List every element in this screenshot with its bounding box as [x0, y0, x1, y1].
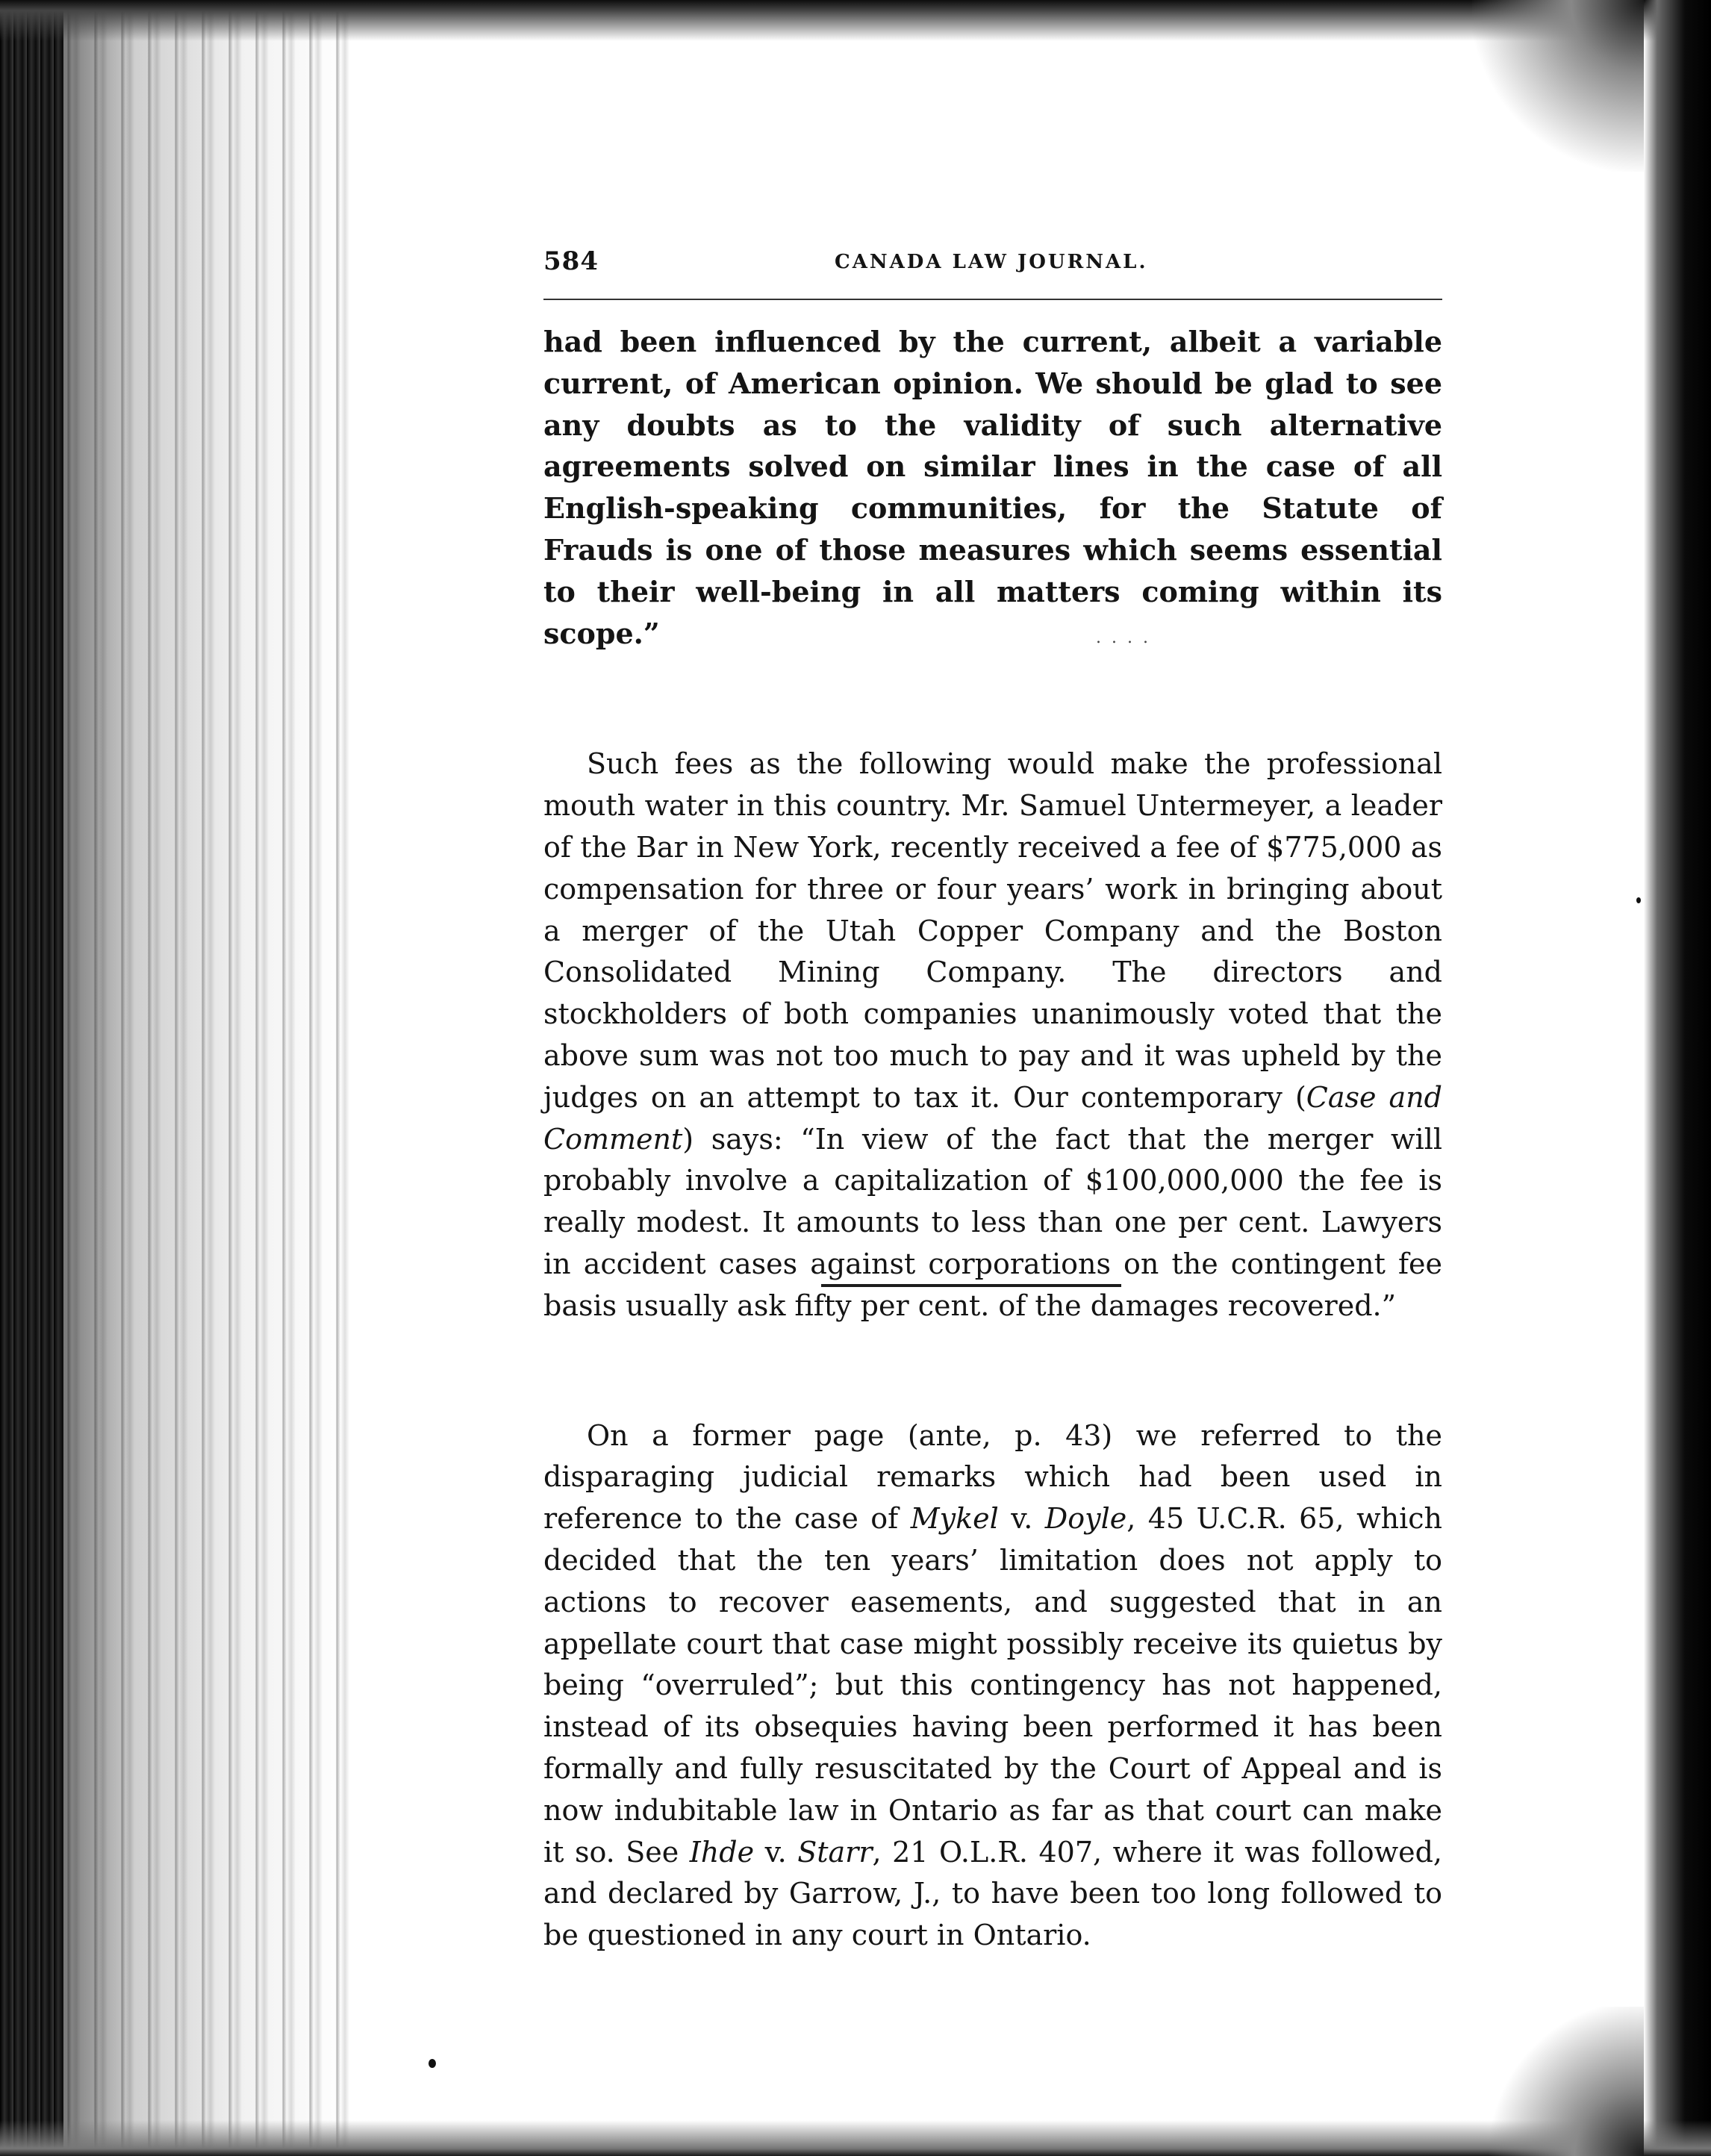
scan-binding-shadow — [0, 0, 63, 2156]
paragraph-text-part-2: , 45 U.C.R. 65, which decided that the ten years’ limitation does not apply to actions to recover easements, and suggested that in an appellate court that case might possibly receive its quietus by being “overruled”; but this contingency has not happened, instead of its obsequies having been performed it has been formally and fully resuscitated by the Court of Appeal and is now indubitable law in Ontario as far as that court can make it so. See — [543, 1502, 1442, 1869]
paragraph-text-end: ) says: “In view of the fact that the merger will probably involve a capitalization of $100,000,000 the fee is really modest. It amounts to less than one per cent. Lawyers in accident cases against corporations on the contingent fee basis usually ask fifty per cent. of the damages recovered.” — [543, 1122, 1442, 1322]
scan-bottom-edge — [0, 2120, 1711, 2156]
case-versus: v. — [998, 1502, 1045, 1536]
case-name-defendant: Starr — [797, 1835, 873, 1869]
scan-corner-shadow-top — [1472, 0, 1644, 172]
section-dots-separator: .... — [1096, 629, 1159, 647]
paragraph-text-start: Such fees as the following would make the professional mouth water in this country. Mr. Samuel Untermeyer, a leader of the Bar in New York, recently received a fee of $775,000 as compensation for three or four years’ work in bringing about a merger of the Utah Copper Company and the Boston Consolidated Mining Company. The directors and stockholders of both companies unanimously voted that the above sum was not too much to pay and it was upheld by the judges on an attempt to tax it. Our contemporary ( — [543, 747, 1442, 1114]
scan-corner-shadow-bottom — [1487, 2007, 1644, 2156]
paragraph-text: had been influenced by the current, albeit a variable current, of American opinion. We should be glad to see any doubts as to the validity of such alternative agreements solved on similar lines in the case of all English-speaking communities, for the Statute of Frauds is one of those measures which seems essential to their well-being in all matters coming within its scope.” — [543, 325, 1442, 650]
case-versus: v. — [754, 1835, 798, 1869]
case-name-defendant: Doyle — [1044, 1502, 1127, 1536]
scan-top-edge — [0, 0, 1711, 41]
paragraph-mykel-v-doyle — [543, 1415, 1442, 1957]
paragraph-text-part-3: , 21 O.L.R. 407, where it was followed, and declared by Garrow, J., to have been too long followed to be questioned in any court in Ontario. — [543, 1835, 1442, 1952]
running-head — [543, 246, 1442, 291]
case-name-plaintiff: Ihde — [689, 1835, 755, 1869]
paragraph-statute-of-frauds — [543, 321, 1442, 654]
journal-title: CANADA LAW JOURNAL. — [835, 251, 1148, 273]
paragraph-professional-fees — [543, 744, 1442, 1327]
journal-page — [543, 246, 1442, 1957]
scan-right-edge — [1644, 0, 1711, 2156]
case-name-plaintiff: Mykel — [910, 1502, 999, 1536]
italic-publication-title: Case and Comment — [543, 1080, 1442, 1156]
paragraph-text-part-1: On a former page (ante, p. 43) we referred to the disparaging judicial remarks which had been used in reference to the case of — [543, 1418, 1442, 1536]
page-number: 584 — [543, 246, 599, 276]
ink-speck — [428, 2059, 436, 2068]
ink-speck — [1636, 897, 1641, 903]
header-rule — [543, 299, 1442, 300]
